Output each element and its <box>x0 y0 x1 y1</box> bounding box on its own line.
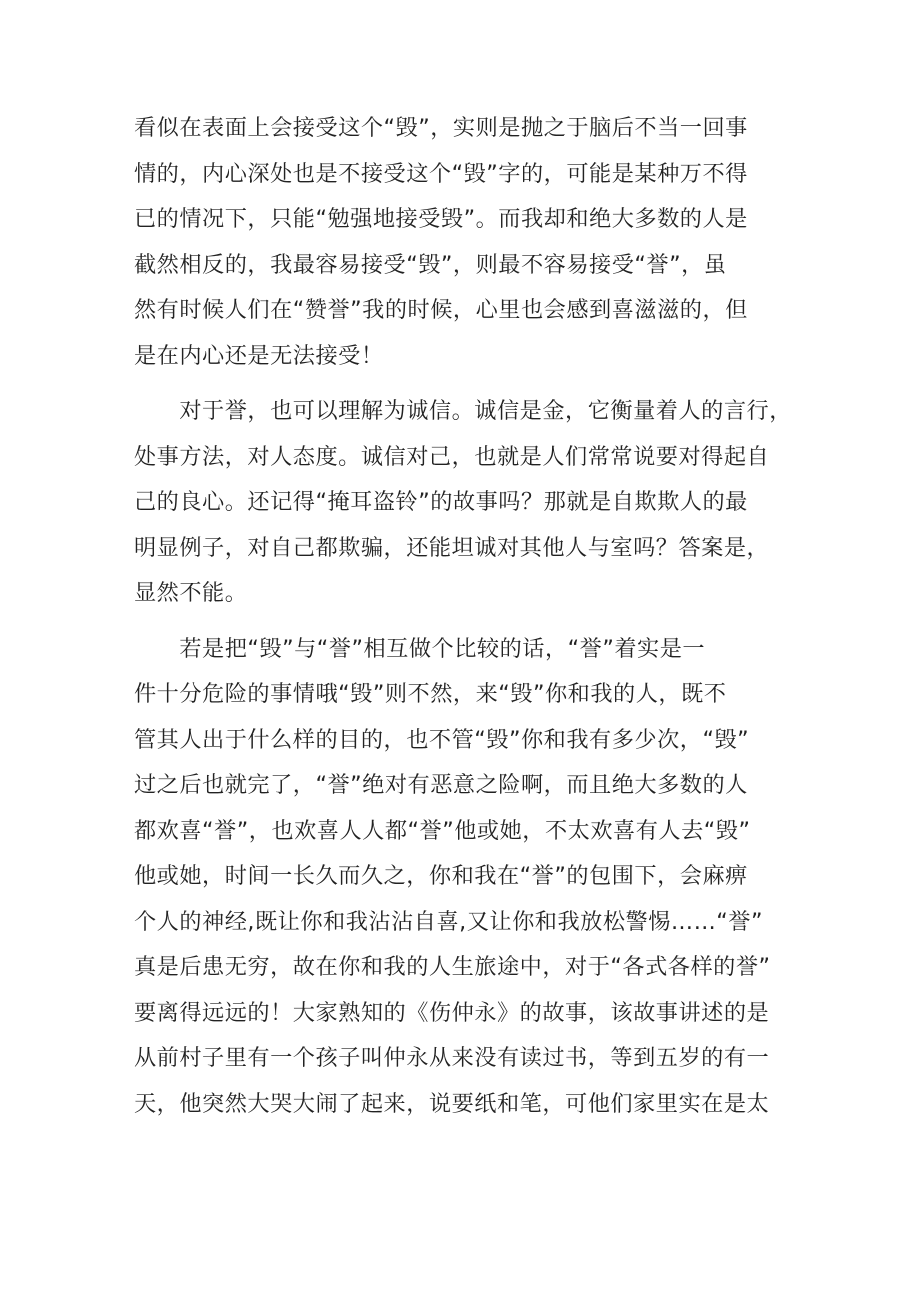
text-line: 若是把“毁”与“誉”相互做个比较的话，“誉”着实是一 <box>134 635 706 662</box>
text-line: 天，他突然大哭大闹了起来，说要纸和笔，可他们家里实在是太 <box>134 1090 770 1117</box>
text-line: 明显例子，对自己都欺骗，还能坦诚对其他人与室吗？答案是， <box>134 534 770 561</box>
paragraph <box>134 627 794 1128</box>
text-line: 情的，内心深处也是不接受这个“毁”字的，可能是某种万不得 <box>134 160 748 187</box>
text-line: 过之后也就完了，“誉”绝对有恶意之险啊，而且绝大多数的人 <box>134 772 748 798</box>
text-line: 处事方法，对人态度。诚信对己，也就是人们常常说要对得起自 <box>134 443 770 470</box>
paragraph <box>134 106 794 379</box>
text-line: 个人的神经,既让你和我沾沾自喜,又让你和我放松警惕……“誉” <box>134 908 763 935</box>
text-line: 件十分危险的事情哦“毁”则不然，来“毁”你和我的人，既不 <box>134 681 727 707</box>
text-line: 都欢喜“誉”，也欢喜人人都“誉”他或她，不太欢喜有人去“毁” <box>134 817 751 844</box>
text-line: 是在内心还是无法接受！ <box>134 342 384 369</box>
text-line: 截然相反的，我最容易接受“毁”，则最不容易接受“誉”，虽 <box>134 251 727 278</box>
text-line: 对于誉，也可以理解为诚信。诚信是金，它衡量着人的言行， <box>134 398 792 424</box>
text-line: 己的良心。还记得“掩耳盗铃”的故事吗？那就是自欺欺人的最 <box>134 489 748 515</box>
paragraph-gap <box>134 379 794 389</box>
text-line: 从前村子里有一个孩子叫仲永从来没有读过书，等到五岁的有一 <box>134 1045 770 1071</box>
text-line: 真是后患无穷，故在你和我的人生旅途中，对于“各式各样的誉” <box>134 954 771 980</box>
text-line: 已的情况下，只能“勉强地接受毁”。而我却和绝大多数的人是 <box>134 206 748 232</box>
text-line: 然有时候人们在“赞誉”我的时候，心里也会感到喜滋滋的，但 <box>134 297 748 323</box>
text-line: 显然不能。 <box>134 580 248 606</box>
text-line: 管其人出于什么样的目的，也不管“毁”你和我有多少次，“毁” <box>134 726 750 753</box>
text-line: 看似在表面上会接受这个“毁”，实则是抛之于脑后不当一回事 <box>134 115 748 141</box>
paragraph-gap <box>134 617 794 627</box>
text-line: 要离得远远的！大家熟知的《伤仲永》的故事，该故事讲述的是 <box>134 999 770 1026</box>
paragraph <box>134 389 794 617</box>
text-line: 他或她，时间一长久而久之，你和我在“誉”的包围下，会麻痹 <box>134 863 748 889</box>
document-body <box>134 106 794 1127</box>
